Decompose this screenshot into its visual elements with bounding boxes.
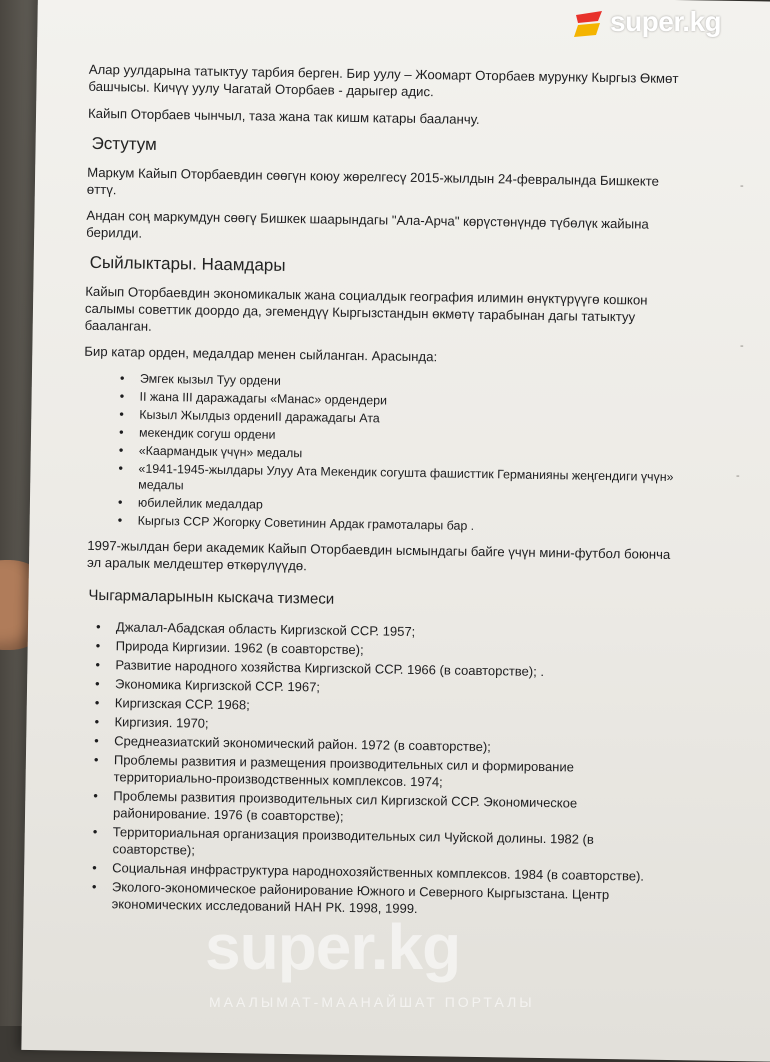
memory-heading: Эстутум [91,133,157,154]
bullet-icon: • [94,675,100,692]
edge-mark-1: - [740,180,744,192]
list-item-text: Киргизская ССР. 1968; [114,695,250,713]
list-item-text: Развитие народного хозяйства Киргизской ССР. 1966 (в соавторстве); . [115,657,545,680]
bullet-icon: • [118,460,124,476]
super-kg-logo-icon [572,9,608,39]
list-item-text: Социальная инфраструктура народнохозяйственных комплексов. 1984 (в соавторстве). [112,860,645,884]
document-content [75,61,688,923]
printed-page [21,0,770,1062]
list-item-text: «1941-1945-жылдары Улуу Ата Мекендик согушта фашисттик Германияны жеңгендиги үчүн» медалы [138,461,674,493]
awards-paragraph-1: Кайып Оторбаевдин экономикалык жана социалдык география илимин өнүктүрүүгө кошкон салымы советтик доордо да, эгемендүү Кыргызстандын өкмөтү тарабынан дагы татыктуу бааланган. [84,283,648,334]
list-item-text: Проблемы развития производительных сил Киргизской ССР. Экономическое районирование. 1976 (в соавторстве); [112,788,578,824]
bullet-icon: • [117,512,123,528]
bullet-icon: • [119,388,125,404]
awards-list [116,370,684,537]
bullet-icon: • [94,713,100,730]
bullet-icon: • [93,751,99,768]
intro-paragraph-2: Кайып Оторбаев чынчыл, таза жана так кишм катары бааланчу. [87,105,480,127]
list-item-text: Среднеазиатский экономический район. 1972 (в соавторстве); [114,733,491,755]
logo-text: super.kg [610,6,722,37]
bullet-icon: • [119,406,125,422]
list-item-text: Экономика Киргизской ССР. 1967; [114,676,321,695]
edge-mark-3: - [736,470,740,482]
bullet-icon: • [118,424,124,440]
intro-paragraph-1: Алар уулдарына татыктуу тарбия берген. Бир уулу – Жоомарт Оторбаев мурунку Кыргыз Өкмөт башчысы. Кичүү уулу Чагатай Оторбаев - дарыгер адис. [88,61,679,100]
bullet-icon: • [94,732,99,749]
bullet-icon: • [94,694,100,711]
list-item-text: юбилейлик медалдар [137,495,263,512]
watermark-subtext: МААЛЫМАТ-МААНАЙШАТ ПОРТАЛЫ [209,994,535,1010]
bullet-icon: • [118,442,124,458]
list-item-text: Природа Киргизии. 1962 (в соавторстве); [115,638,364,658]
works-heading: Чыгармаларынын кыскача тизмеси [88,586,335,608]
watermark-text: super.kg [205,911,461,983]
awards-paragraph-2: Бир катар орден, медалдар менен сыйланган. Арасында: [84,343,438,365]
list-item-text: мекендик согуш ордени [138,425,276,442]
list-item-text: Киргизия. 1970; [114,714,209,731]
list-item-text: Территориальная организация производительных сил Чуйской долины. 1982 (в соавторстве); [112,824,594,858]
bullet-icon: • [95,656,101,673]
list-item [76,878,676,921]
works-list [76,618,681,921]
memory-paragraph-2: Андан соң маркумдун сөөгү Бишкек шаарындагы "Ала-Арча" көрүстөнүндө түбөлүк жайына берилди. [86,207,649,241]
memory-paragraph-1: Маркум Кайып Оторбаевдин сөөгүн коюу жөрелгесү 2015-жылдын 24-февралында Бишкекте өттү. [86,164,660,198]
list-item-text: Проблемы развития и размещения производительных сил и формирование территориально-производственных комплексов. 1974; [113,752,575,790]
list-item-text: Кыргыз ССР Жогорку Советинин Ардак грамоталары бар . [137,513,475,533]
bullet-icon: • [95,618,101,635]
bullet-icon: • [95,637,101,654]
list-item-text: Кызыл Жылдыз ордениII даражадагы Ата [139,407,380,426]
super-kg-logo [572,6,752,42]
bullet-icon: • [119,370,125,386]
bullet-icon: • [117,494,123,510]
list-item-text: «Каармандык үчүн» медалы [138,443,303,461]
list-item-text: Эмгек кызыл Туу ордени [139,371,281,388]
edge-mark-2: - [740,340,744,352]
awards-heading: Сыйлыктары. Наамдары [89,252,286,275]
football-note: 1997-жылдан бери академик Кайып Оторбаевдин ысмындагы байге үчүн мини-футбол боюнча эл аралык мелдештер өткөрүлүүдө. [86,537,671,574]
bullet-icon: • [91,878,97,895]
bullet-icon: • [93,787,99,804]
bullet-icon: • [92,859,97,876]
list-item-text: Джалал-Абадская область Киргизской ССР. 1957; [115,619,416,640]
list-item-text: Эколого-экономическое районирование Южного и Северного Кыргызстана. Центр экономических исследований НАН РК. 1998, 1999. [111,879,610,917]
list-item-text: II жана III даражадагы «Манас» ордендери [139,389,388,408]
bullet-icon: • [92,823,98,840]
